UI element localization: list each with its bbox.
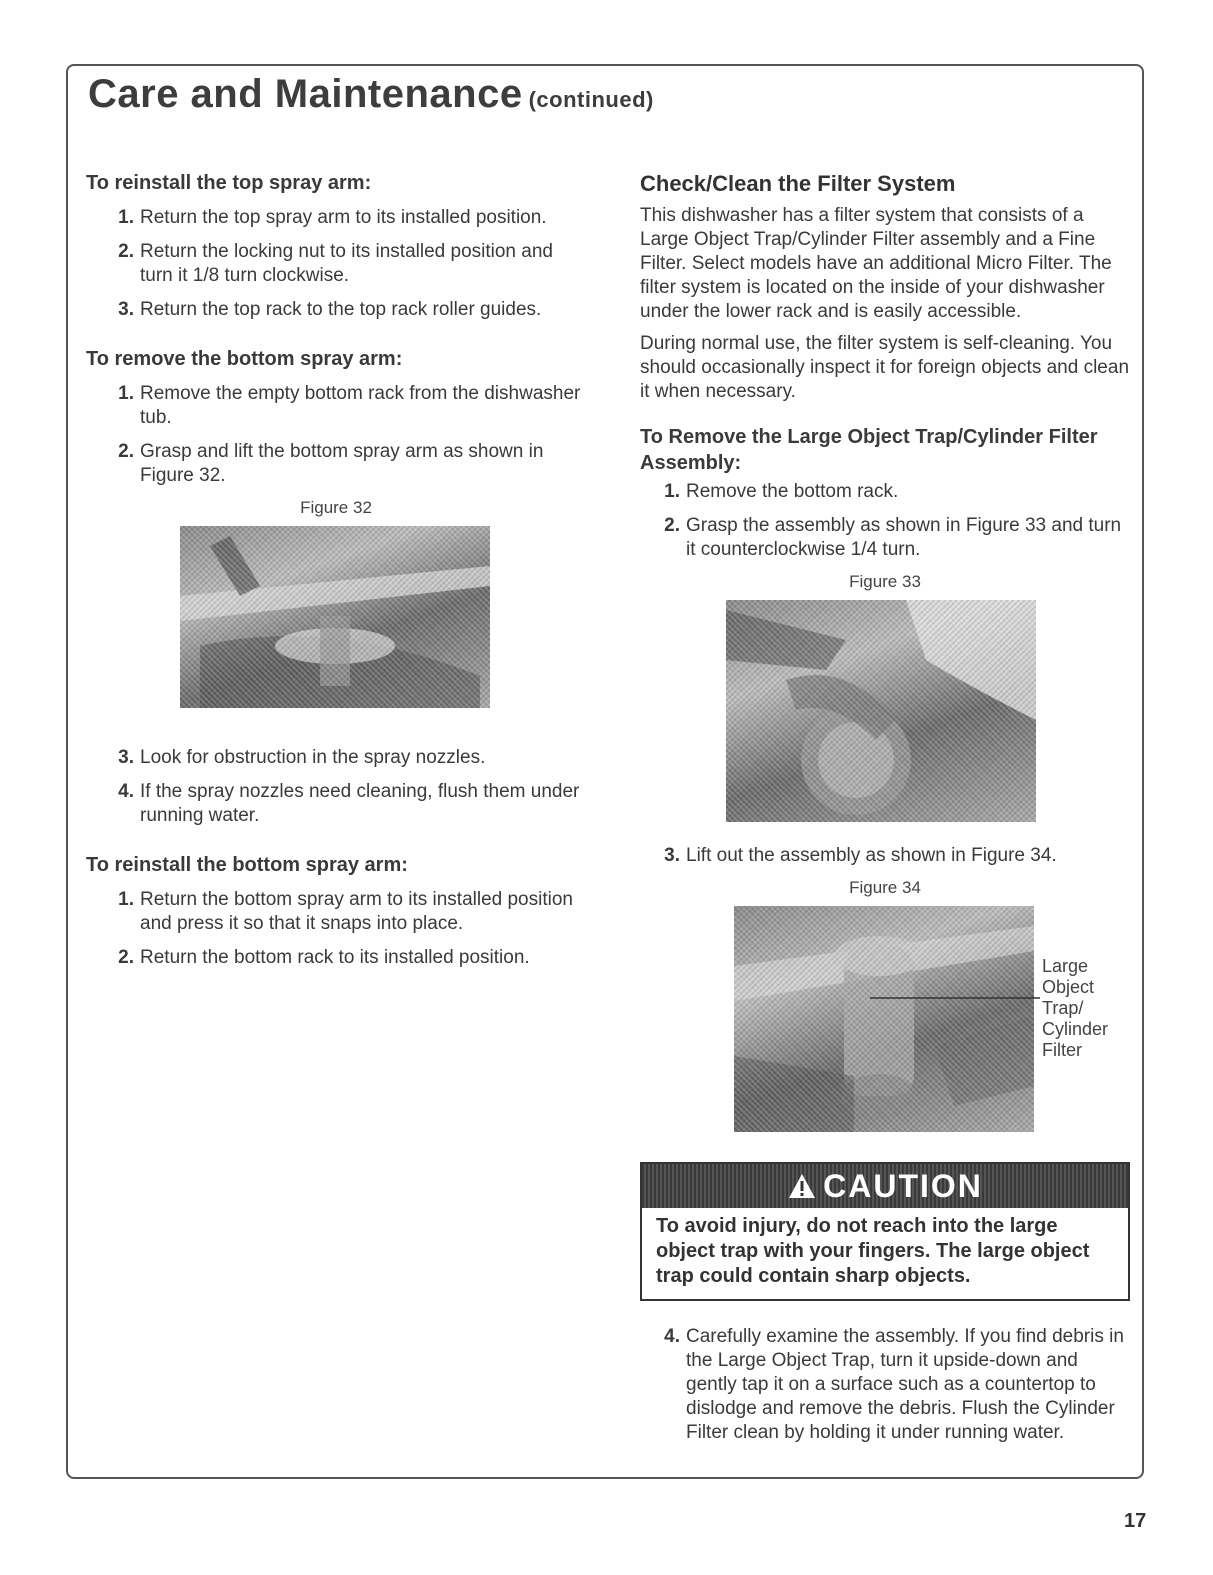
list-item — [86, 440, 586, 488]
filter-system-heading: Check/Clean the Filter System — [640, 171, 956, 196]
step-text: Return the bottom spray arm to its installed position and press it so that it snaps into place. — [140, 889, 573, 934]
step-text: Return the bottom rack to its installed position. — [140, 947, 530, 968]
list-item — [86, 298, 586, 322]
filter-intro-paragraph: This dishwasher has a filter system that consists of a Large Object Trap/Cylinder Filter assembly and a Fine Filter. Select models have an additional Micro Filter. The filter system is located on the inside of your dishwasher under the lower rack and is easily accessible. — [640, 205, 1112, 322]
list-item — [86, 888, 586, 936]
list-item — [86, 780, 586, 828]
top-arm-steps — [86, 206, 586, 322]
list-item — [640, 480, 1130, 504]
step-number: 1. — [118, 207, 134, 228]
right-column — [640, 170, 1130, 1455]
callout-line: Cylinder — [1042, 1019, 1109, 1039]
step-number: 2. — [118, 241, 134, 262]
step-text: Look for obstruction in the spray nozzles. — [140, 747, 486, 768]
callout-line: Object — [1042, 977, 1095, 997]
step-text: Grasp and lift the bottom spray arm as shown in Figure 32. — [140, 441, 544, 486]
step-text: Remove the bottom rack. — [686, 481, 899, 502]
step-text: Return the top spray arm to its installed position. — [140, 207, 547, 228]
callout-line: Filter — [1042, 1040, 1082, 1060]
remove-trap-steps — [640, 480, 1130, 562]
step-number: 4. — [118, 781, 134, 802]
page-title — [88, 72, 654, 117]
remove-bottom-arm-steps-continued — [86, 746, 586, 828]
step-number: 2. — [118, 947, 134, 968]
figure-34-block — [640, 906, 1130, 1136]
reinstall-bottom-arm-steps — [86, 888, 586, 970]
left-column — [86, 170, 586, 980]
list-item — [86, 206, 586, 230]
caution-header — [642, 1164, 1128, 1208]
list-item — [640, 844, 1130, 868]
spacer — [86, 708, 586, 746]
figure-34-caption: Figure 34 — [849, 878, 921, 897]
step-text: Remove the empty bottom rack from the dishwasher tub. — [140, 383, 581, 428]
figure-32-caption: Figure 32 — [300, 498, 372, 517]
step-text: Lift out the assembly as shown in Figure 34. — [686, 845, 1057, 866]
list-item — [86, 746, 586, 770]
step-text: Grasp the assembly as shown in Figure 33 and turn it counterclockwise 1/4 turn. — [686, 515, 1122, 560]
caution-box — [640, 1162, 1130, 1301]
step-text: Carefully examine the assembly. If you find debris in the Large Object Trap, turn it upside-down and gently tap it on a surface such as a countertop to dislodge and remove the debris. Flush the Cylinder Filter clean by holding it under running water. — [686, 1326, 1124, 1443]
figure-32-photo — [180, 526, 490, 708]
step-number: 1. — [664, 481, 680, 502]
caution-text-label: CAUTION — [823, 1167, 983, 1204]
step-text: Return the top rack to the top rack roller guides. — [140, 299, 542, 320]
step-number: 2. — [664, 515, 680, 536]
spray-arm-illustration — [180, 526, 490, 708]
figure-33-photo — [726, 600, 1036, 822]
spacer — [640, 822, 1130, 844]
step-number: 2. — [118, 441, 134, 462]
list-item — [640, 514, 1130, 562]
spacer — [86, 332, 586, 346]
spacer — [640, 412, 1130, 424]
figure-34-callout — [1042, 956, 1108, 1061]
step-text: If the spray nozzles need cleaning, flush them under running water. — [140, 781, 580, 826]
lift-step — [640, 844, 1130, 868]
callout-line: Large — [1042, 956, 1089, 976]
page-number: 17 — [1124, 1510, 1147, 1532]
spacer — [640, 1301, 1130, 1325]
callout-line: Trap/ — [1042, 998, 1084, 1018]
filter-grasp-illustration — [726, 600, 1036, 822]
list-item — [86, 382, 586, 430]
filter-usage-paragraph: During normal use, the filter system is self-cleaning. You should occasionally inspect it for foreign objects and clean it when necessary. — [640, 333, 1130, 402]
step-number: 4. — [664, 1326, 680, 1347]
step-number: 1. — [118, 889, 134, 910]
list-item — [86, 946, 586, 970]
remove-bottom-arm-steps — [86, 382, 586, 488]
list-item — [86, 240, 586, 288]
caution-message: To avoid injury, do not reach into the large object trap with your fingers. The large object trap could contain sharp objects. — [656, 1215, 1090, 1287]
figure-33-caption: Figure 33 — [849, 572, 921, 591]
examine-step — [640, 1325, 1130, 1445]
warning-triangle-icon — [787, 1172, 817, 1200]
step-number: 1. — [118, 383, 134, 404]
step-number: 3. — [664, 845, 680, 866]
top-arm-heading: To reinstall the top spray arm: — [86, 172, 372, 194]
reinstall-bottom-arm-heading: To reinstall the bottom spray arm: — [86, 854, 408, 876]
list-item — [640, 1325, 1130, 1445]
spacer — [86, 838, 586, 852]
step-number: 3. — [118, 747, 134, 768]
page-title-text: Care and Maintenance — [88, 72, 523, 116]
step-text: Return the locking nut to its installed position and turn it 1/8 turn clockwise. — [140, 241, 553, 286]
remove-bottom-arm-heading: To remove the bottom spray arm: — [86, 348, 403, 370]
caution-label — [787, 1168, 983, 1205]
remove-trap-heading: To Remove the Large Object Trap/Cylinder Filter Assembly: — [640, 426, 1098, 474]
step-number: 3. — [118, 299, 134, 320]
continued-label: (continued) — [528, 87, 654, 112]
